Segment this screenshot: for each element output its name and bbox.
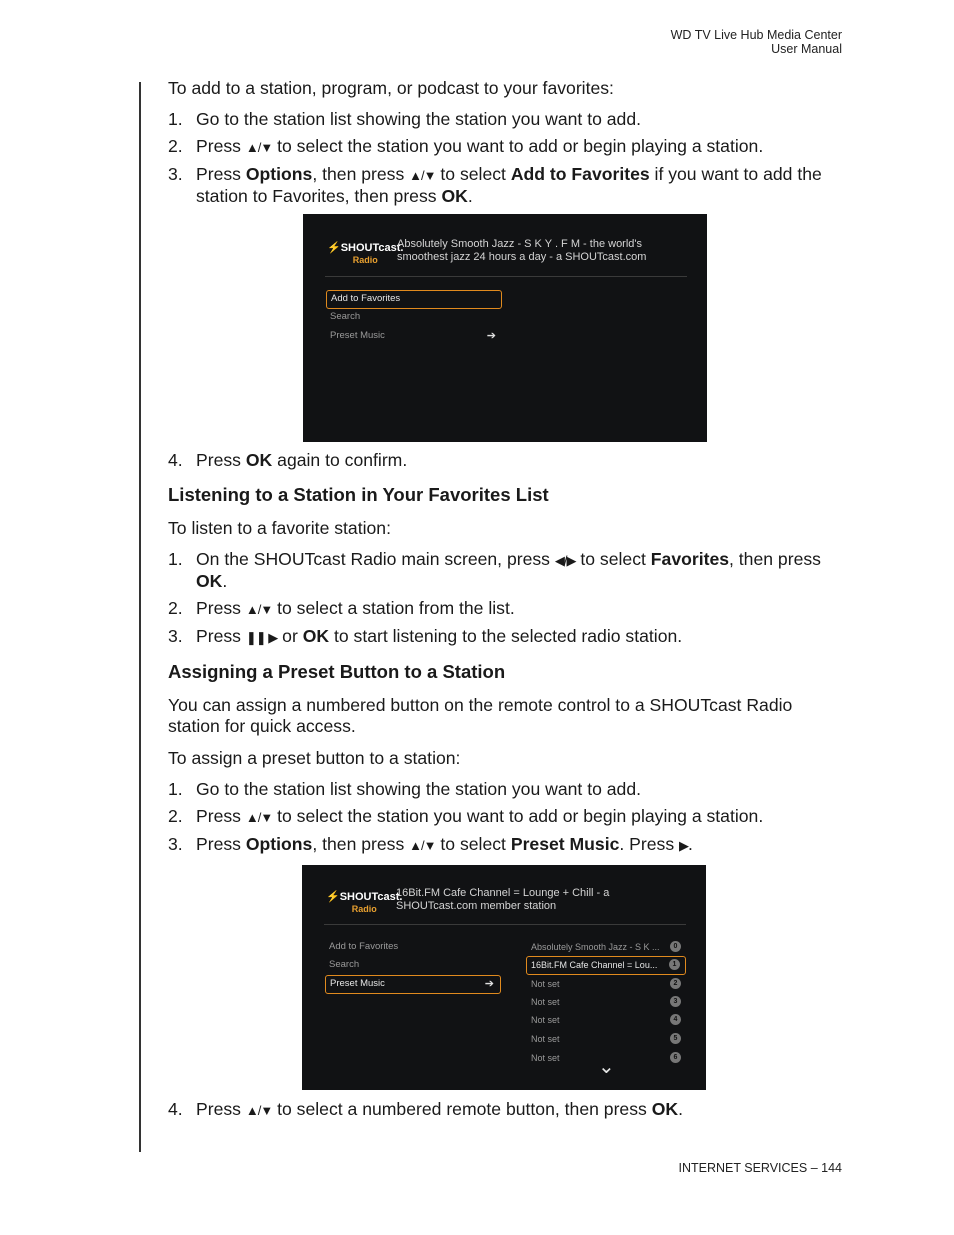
- pause-play-icon: ❚❚ ▶: [245, 630, 278, 645]
- arrow-right-icon: ➔: [484, 978, 494, 990]
- list-item: 3. Press ❚❚ ▶ or OK to start listening to the selected radio station.: [168, 626, 683, 646]
- intro-listen: To listen to a favorite station:: [168, 518, 391, 538]
- preset-slot[interactable]: Not set 6: [527, 1050, 686, 1066]
- list-item: 3. Press Options, then press ▲/▼ to select Preset Music. Press ▶.: [168, 834, 693, 854]
- bolt-icon: ⚡: [326, 891, 340, 903]
- divider: [324, 924, 686, 925]
- preset-number-icon: 3: [670, 996, 681, 1007]
- up-down-arrows-icon: ▲/▼: [245, 602, 273, 617]
- left-margin-rule: [139, 82, 141, 1152]
- preset-number-icon: 1: [669, 959, 680, 970]
- list-item: 1. On the SHOUTcast Radio main screen, press ◀/▶ to select Favorites, then press OK.: [168, 549, 821, 591]
- menu-item-search[interactable]: Search: [330, 311, 361, 322]
- up-down-arrows-icon: ▲/▼: [409, 168, 436, 183]
- heading-listening: Listening to a Station in Your Favorites List: [168, 484, 549, 505]
- favorites-step-4: [168, 450, 848, 471]
- chevron-down-icon[interactable]: ⌄: [598, 1056, 615, 1078]
- favorites-steps: [168, 109, 848, 207]
- menu-item-add-to-favorites[interactable]: Add to Favorites: [326, 290, 502, 309]
- preset-slot[interactable]: Not set 5: [527, 1031, 686, 1047]
- preset-slot[interactable]: 16Bit.FM Cafe Channel = Lou... 1: [526, 956, 686, 975]
- arrow-right-icon: ➔: [486, 330, 496, 342]
- list-item: 1. Go to the station list showing the station you want to add.: [168, 779, 641, 799]
- screenshot-add-favorites: [303, 214, 707, 442]
- list-item: 2. Press ▲/▼ to select a station from the list.: [168, 598, 515, 618]
- list-item: 3. Press Options, then press ▲/▼ to select Add to Favorites if you want to add the station to Favorites, then press OK.: [168, 164, 822, 206]
- up-down-arrows-icon: ▲/▼: [245, 140, 273, 155]
- header-product: WD TV Live Hub Media Center: [670, 28, 842, 42]
- listen-steps: [168, 549, 848, 648]
- station-title: 16Bit.FM Cafe Channel = Lounge + Chill - a SHOUTcast.com member station: [396, 887, 610, 912]
- preset-slot[interactable]: Not set 3: [527, 994, 686, 1010]
- right-arrow-icon: ▶: [679, 838, 689, 853]
- bolt-icon: ⚡: [327, 242, 341, 254]
- preset-step-4: [168, 1099, 848, 1121]
- preset-number-icon: 2: [670, 978, 681, 989]
- station-title: Absolutely Smooth Jazz - S K Y . F M - the world's smoothest jazz 24 hours a day - a SHOUTcast.com: [397, 238, 647, 263]
- divider: [325, 276, 687, 277]
- list-item: 4. Press ▲/▼ to select a numbered remote button, then press OK.: [168, 1099, 683, 1119]
- screenshot-preset-music: [302, 865, 706, 1090]
- page-content: [168, 78, 848, 1121]
- up-down-arrows-icon: ▲/▼: [245, 810, 273, 825]
- menu-item-preset-music[interactable]: Preset Music ➔: [325, 975, 501, 994]
- preset-slot[interactable]: Not set 2: [527, 976, 686, 992]
- preset-slot[interactable]: Absolutely Smooth Jazz - S K ... 0: [527, 939, 686, 955]
- preset-description: You can assign a numbered button on the remote control to a SHOUTcast Radio station for quick access.: [168, 695, 793, 736]
- shoutcast-logo: ⚡SHOUTcast. Radio: [326, 891, 403, 914]
- preset-slot[interactable]: Not set 4: [527, 1012, 686, 1028]
- menu-item-preset-music[interactable]: Preset Music ➔: [326, 327, 502, 345]
- preset-number-icon: 4: [670, 1014, 681, 1025]
- menu-item-search[interactable]: Search: [329, 959, 360, 970]
- intro-favorites: To add to a station, program, or podcast to your favorites:: [168, 78, 614, 98]
- preset-number-icon: 0: [670, 941, 681, 952]
- menu-item-add-to-favorites[interactable]: Add to Favorites: [329, 941, 399, 952]
- preset-number-icon: 5: [670, 1033, 681, 1044]
- page-footer: INTERNET SERVICES – 144: [678, 1161, 842, 1175]
- left-right-arrows-icon: ◀/▶: [554, 553, 576, 568]
- list-item: 2. Press ▲/▼ to select the station you want to add or begin playing a station.: [168, 806, 764, 826]
- list-item: 1. Go to the station list showing the station you want to add.: [168, 109, 641, 129]
- page-header: [671, 28, 842, 56]
- list-item: 2. Press ▲/▼ to select the station you want to add or begin playing a station.: [168, 136, 764, 156]
- shoutcast-logo: ⚡SHOUTcast. Radio: [327, 242, 404, 265]
- intro-preset: To assign a preset button to a station:: [168, 748, 461, 768]
- heading-preset: Assigning a Preset Button to a Station: [168, 661, 506, 682]
- list-item: 4. Press OK again to confirm.: [168, 450, 408, 470]
- up-down-arrows-icon: ▲/▼: [409, 838, 436, 853]
- header-doc: User Manual: [771, 42, 842, 56]
- preset-steps: [168, 779, 848, 856]
- preset-number-icon: 6: [670, 1052, 681, 1063]
- up-down-arrows-icon: ▲/▼: [245, 1103, 273, 1118]
